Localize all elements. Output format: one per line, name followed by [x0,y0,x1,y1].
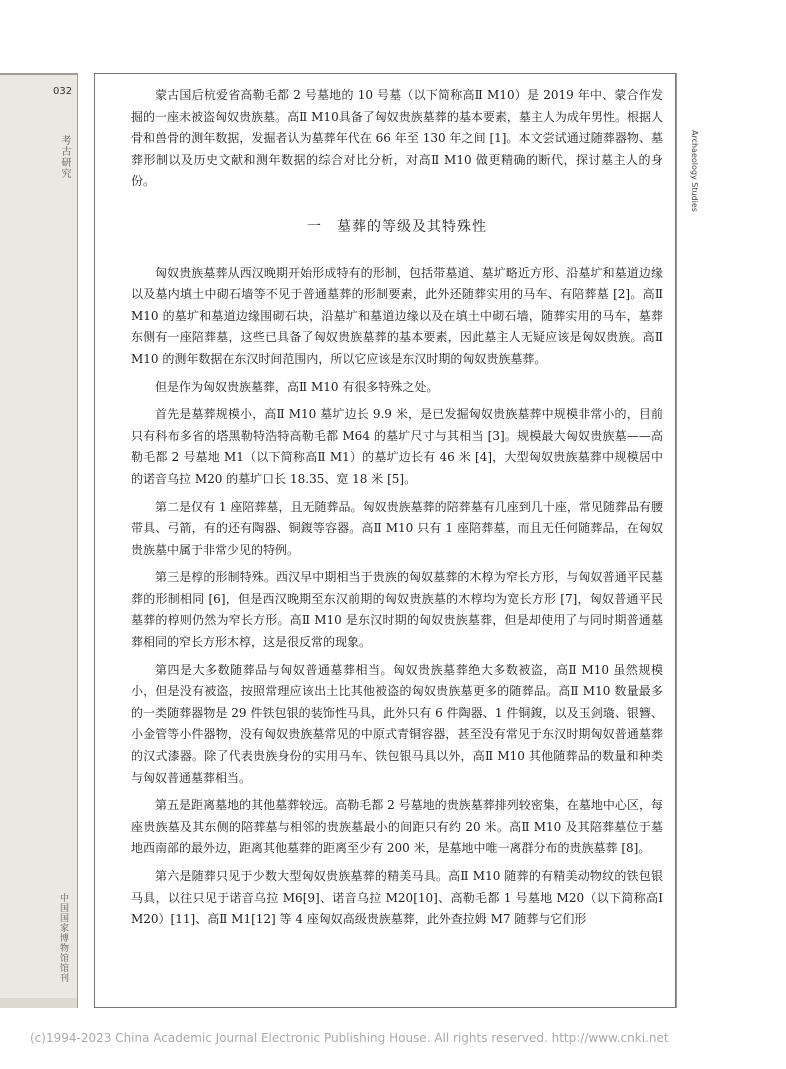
section-heading: 一 墓葬的等级及其特殊性 [307,218,487,235]
running-title-vertical: Archaeology Studies [690,130,699,212]
body-paragraph: 但是作为匈奴贵族墓葬，高Ⅱ M10 有很多特殊之处。 [155,379,439,394]
body-paragraph: 第五是距离墓地的其他墓葬较远。高勒毛都 2 号墓地的贵族墓葬排列较密集，在墓地中心区，每座贵族墓及其东侧的陪葬墓与相邻的贵族墓最小的间距只有约 20 米。高Ⅱ M10 及其陪葬墓位于墓地西南部的最外边，距离其他墓葬的距离至少有 200 米，是墓地中唯一离群分布的贵族墓葬 [8]。 [131,798,663,856]
left-band-top-rule [0,73,77,75]
left-margin-band [0,73,77,1008]
left-band-bottom-strip [0,998,77,1008]
right-divider-rule [676,73,677,1008]
journal-name-vertical: 考古研究 [59,135,70,179]
body-paragraph: 首先是墓葬规模小，高Ⅱ M10 墓圹边长 9.9 米，是已发掘匈奴贵族墓葬中规模非常小的，目前只有科布多省的塔黑勒特浩特高勒毛都 M64 的墓圹尺寸与其相当 [3]。规模最大匈奴贵族墓——高勒毛都 2 号墓地 M1（以下简称高Ⅱ M1）的墓圹边长有 46 米 [4]，大型匈奴贵族墓葬中规模居中的诺音乌拉 M20 的墓圹口长 18.35、宽 18 米 [5]。 [131,407,663,486]
body-paragraph: 匈奴贵族墓葬从西汉晚期开始形成特有的形制，包括带墓道、墓圹略近方形、沿墓圹和墓道边缘以及墓内填土中砌石墙等不见于普通墓葬的形制要素，此外还随葬实用的马车、有陪葬墓 [2]。高Ⅱ M10 的墓圹和墓道边缘围砌石块，沿墓圹和墓道边缘以及在填土中砌石墙，随葬实用的马车，墓葬东侧有一座陪葬墓，这些已具备了匈奴贵族墓葬的基本要素，因此墓主人无疑应该是匈奴贵族。高Ⅱ M10 的测年数据在东汉时间范围内，所以它应该是东汉时期的匈奴贵族墓葬。 [131,265,663,366]
body-paragraph: 第四是大多数随葬品与匈奴普通墓葬相当。匈奴贵族墓葬绝大多数被盗，高Ⅱ M10 虽然规模小，但是没有被盗，按照常理应该出土比其他被盗的匈奴贵族墓更多的随葬品。高Ⅱ M10 数量最多的一类随葬器物是 29 件铁包银的装饰性马具，此外只有 6 件陶器、1 件铜鍑，以及玉剑璏、银簪、小金管等小件器物，没有匈奴贵族墓常见的中原式青铜容器，甚至没有常见于东汉时期匈奴普通墓葬的汉式漆器。除了代表贵族身份的实用马车、铁包银马具以外，高Ⅱ M10 其他随葬品的数量和种类与匈奴普通墓葬相当。 [131,662,663,785]
intro-paragraph: 蒙古国后杭爱省高勒毛都 2 号墓地的 10 号墓（以下简称高Ⅱ M10）是 2019 年中、蒙合作发掘的一座未被盗匈奴贵族墓。高Ⅱ M10具备了匈奴贵族墓葬的基本要素，墓主人为成年男性。根据人骨和兽骨的测年数据，发掘者认为墓葬年代在 66 年至 130 年之间 [1]。本文尝试通过随葬器物、墓葬形制以及历史文献和测年数据的综合对比分析，对高Ⅱ M10 做更精确的断代，探讨墓主人的身份。 [131,88,663,189]
article-body [131,85,663,937]
body-paragraph: 第三是椁的形制特殊。西汉早中期相当于贵族的匈奴墓葬的木椁为窄长方形，与匈奴普通平民墓葬的形制相同 [6]，但是西汉晚期至东汉前期的匈奴贵族墓的木椁均为宽长方形 [7]，匈奴普通平民墓葬的椁则仍然为窄长方形。高Ⅱ M10 是东汉时期的匈奴贵族墓葬，但是却使用了与同时期普通墓葬相同的窄长方形木椁，这是很反常的现象。 [131,570,663,650]
page-number: 032 [53,86,73,97]
publisher-name-vertical: 中国国家博物馆馆刊 [58,893,68,983]
body-paragraph: 第二是仅有 1 座陪葬墓，且无随葬品。匈奴贵族墓葬的陪葬墓有几座到几十座，常见随葬品有腰带具、弓箭，有的还有陶器、铜鍑等容器。高Ⅱ M10 只有 1 座陪葬墓，而且无任何随葬品，在匈奴贵族墓中属于非常少见的特例。 [131,499,663,557]
copyright-footer: (c)1994-2023 China Academic Journal Electronic Publishing House. All rights reserved. http://www.cnki.net [30,1031,669,1045]
body-paragraph: 第六是随葬只见于少数大型匈奴贵族墓葬的精美马具。高Ⅱ M10 随葬的有精美动物纹的铁包银马具，以往只见于诺音乌拉 M6[9]、诺音乌拉 M20[10]、高勒毛都 1 号墓地 M20（以下简称高Ⅰ M20）[11]、高Ⅱ M1[12] 等 4 座匈奴高级贵族墓葬，此外查拉姆 M7 随葬与它们形 [131,869,663,927]
left-divider-rule [77,73,78,1008]
